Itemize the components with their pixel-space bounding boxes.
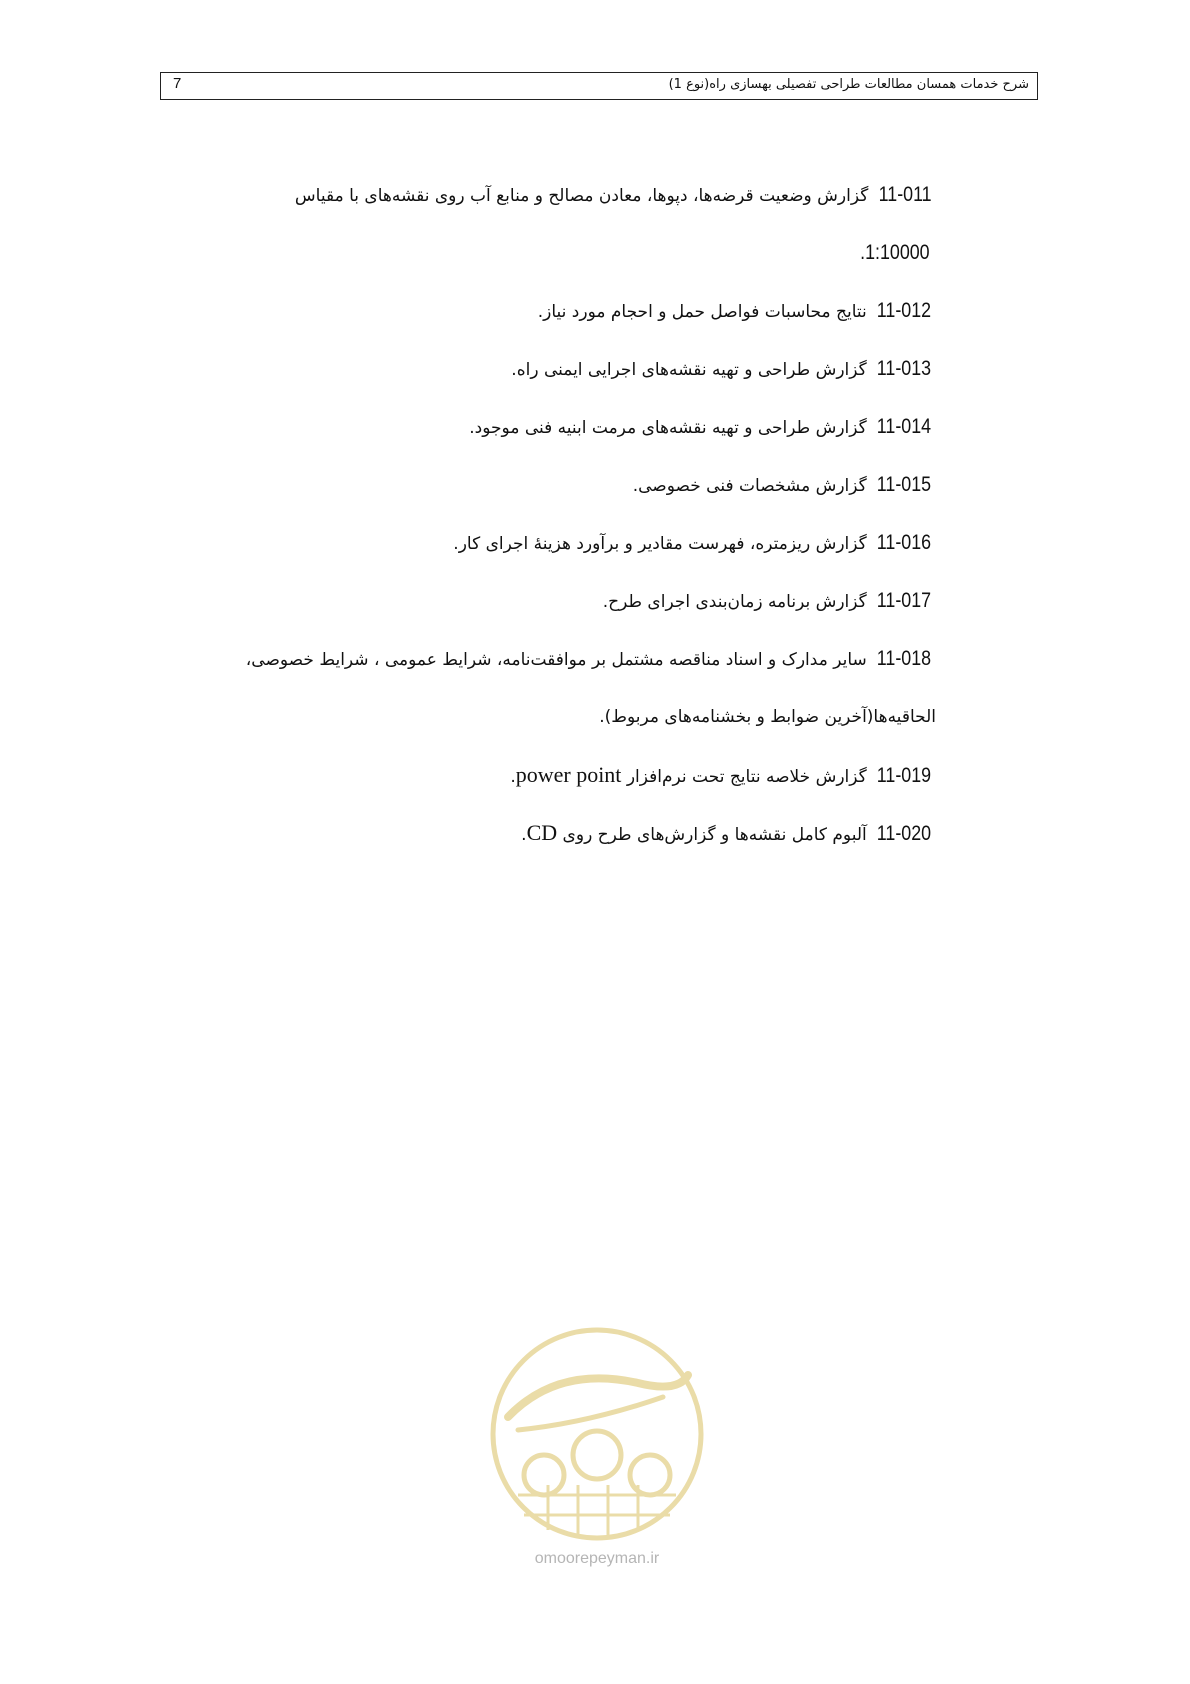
watermark-script-stroke — [518, 1397, 663, 1430]
item-text: گزارش خلاصه نتایج تحت نرم‌افزار — [626, 767, 867, 787]
list-item — [170, 514, 936, 572]
list-item — [170, 166, 936, 224]
page-number: 7 — [173, 75, 182, 92]
list-item — [170, 630, 936, 688]
list-item — [170, 398, 936, 456]
list-item — [170, 340, 936, 398]
item-text: آلبوم کامل نقشه‌ها و گزارش‌های طرح روی — [562, 825, 867, 845]
list-item — [170, 804, 936, 862]
watermark-ring — [493, 1330, 701, 1538]
header-title: شرح خدمات همسان مطالعات طراحی تفصیلی بهسازی راه(نوع 1) — [668, 77, 1029, 92]
item-latin: CD — [526, 820, 558, 845]
item-text: گزارش مشخصات فنی خصوصی. — [632, 476, 867, 496]
list-item-continuation — [170, 688, 936, 746]
item-continuation: الحاقیه‌ها(آخرین ضوابط و بخشنامه‌های مربوط). — [599, 707, 936, 727]
item-code: 11-017 — [876, 589, 932, 612]
item-code: 11-012 — [876, 299, 932, 322]
watermark-site-text: omoorepeyman.ir — [534, 1550, 660, 1567]
list-item-continuation — [170, 224, 936, 282]
item-code: 11-013 — [876, 357, 932, 380]
item-text: گزارش ریزمتره، فهرست مقادیر و برآورد هزینهٔ اجرای کار. — [453, 534, 867, 554]
item-code: 11-011 — [878, 183, 932, 206]
item-latin: power point — [515, 762, 622, 787]
item-code: 11-015 — [876, 473, 932, 496]
page-header — [160, 72, 1038, 100]
item-code: 11-018 — [876, 647, 932, 670]
item-continuation: .1:10000 — [860, 241, 930, 264]
item-code: 11-016 — [876, 531, 932, 554]
list-item — [170, 572, 936, 630]
item-text: نتایج محاسبات فواصل حمل و احجام مورد نیاز. — [537, 302, 867, 322]
list-item — [170, 456, 936, 514]
item-tail: . — [510, 767, 516, 787]
item-text: گزارش طراحی و تهیه نقشه‌های اجرایی ایمنی راه. — [511, 360, 867, 380]
gear-icon — [524, 1431, 670, 1495]
item-code: 11-014 — [876, 415, 932, 438]
item-text: سایر مدارک و اسناد مناقصه مشتمل بر موافقت‌نامه، شرایط عمومی ، شرایط خصوصی، — [245, 650, 867, 670]
item-text: گزارش وضعیت قرضه‌ها، دپوها، معادن مصالح و منابع آب روی نقشه‌های با مقیاس — [294, 186, 869, 206]
item-text: گزارش برنامه زمان‌بندی اجرای طرح. — [602, 592, 867, 612]
item-text: گزارش طراحی و تهیه نقشه‌های مرمت ابنیه فنی موجود. — [469, 418, 867, 438]
deliverables-list — [170, 166, 936, 862]
item-code: 11-019 — [876, 764, 932, 787]
item-tail: . — [521, 825, 527, 845]
list-item — [170, 746, 936, 804]
list-item — [170, 282, 936, 340]
item-code: 11-020 — [876, 822, 932, 845]
watermark-logo — [488, 1325, 706, 1543]
